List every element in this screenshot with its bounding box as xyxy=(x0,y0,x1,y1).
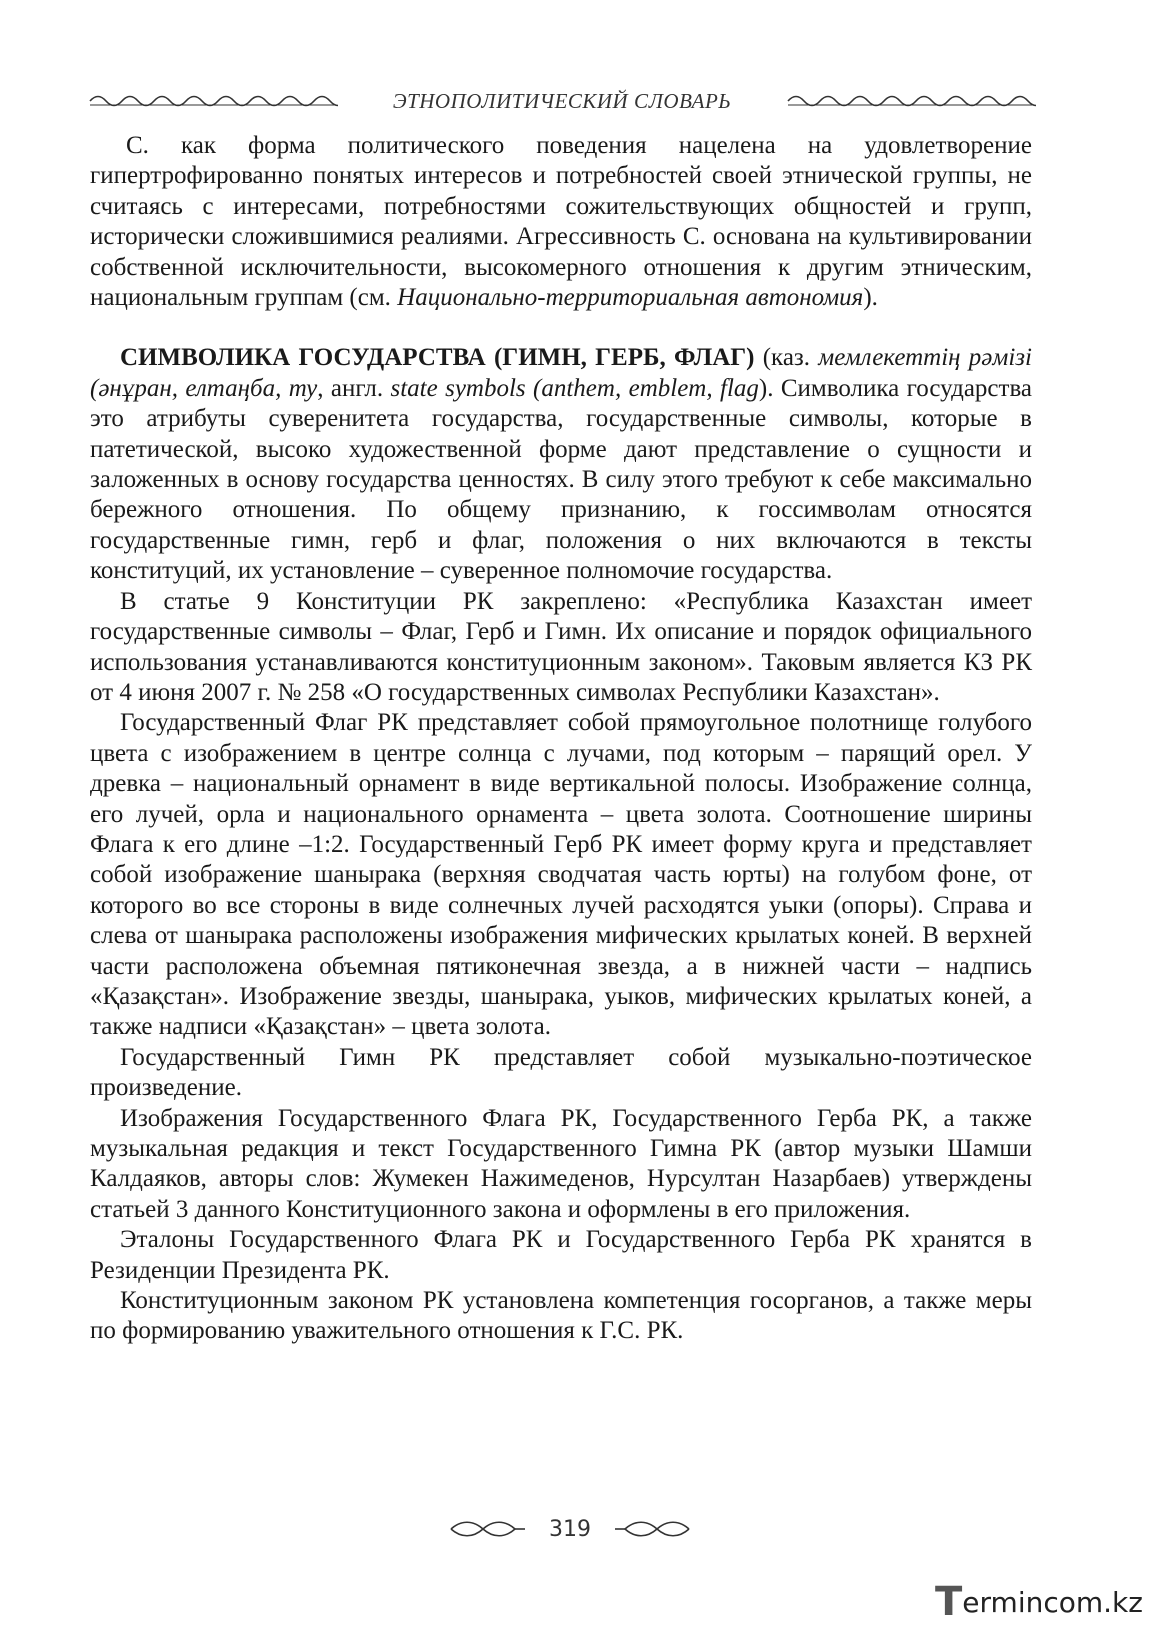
kazakh-equivalent: мемлекеттің рәмізі (әнұран, елтаңба, ту xyxy=(90,344,1032,402)
dictionary-entry-head: СИМВОЛИКА ГОСУДАРСТВА (ГИМН, ГЕРБ, ФЛАГ) (каз. мемлекеттің рәмізі (әнұран, елтаңба, ту, англ. state symbols (anthem, emblem, flag). Символика государства это атрибуты суверенитета государства, государственные символы, которые в патетической, высоко художественной форме дают представление о сущности и заложенных в основу государства ценностях. В силу этого требуют к себе максимально бережного отношения. По общему признанию, к госсимволам относятся государственные гимн, герб и флаг, положения о них включаются в тексты конституций, их установление – суверенное полномочие государства. xyxy=(90,344,1033,585)
running-title: ЭТНОПОЛИТИЧЕСКИЙ СЛОВАРЬ xyxy=(392,88,732,113)
ornament-right-icon xyxy=(786,91,1036,111)
flourish-right-icon xyxy=(613,1518,693,1540)
entry-paragraph: Эталоны Государственного Флага РК и Государственного Герба РК хранятся в Резиденции Президента РК. xyxy=(90,1226,1032,1284)
entry-term: СИМВОЛИКА ГОСУДАРСТВА (ГИМН, ГЕРБ, ФЛАГ) xyxy=(120,344,755,372)
english-equivalent: state symbols (anthem, emblem, flag xyxy=(390,374,759,402)
cross-reference: Национально-территориальная автономия xyxy=(397,284,864,312)
entry-paragraph: Государственный Гимн РК представляет собой музыкально-поэтическое произведение. xyxy=(90,1043,1032,1102)
ornament-left-icon xyxy=(88,91,338,111)
watermark-logo: T ermincom.kz xyxy=(935,1579,1143,1625)
entry-paragraph: Государственный Флаг РК представляет собой прямоугольное полотнище голубого цвета с изображением в центре солнца с лучами, под которым – парящий орел. У древка – национальный орнамент в виде вертикальной полосы. Изображение солнца, его лучей, орла и национального орнамента – цвета золота. Соотношение ширины Флага к его длине –1:2. Государственный Герб РК имеет форму круга и представляет собой изображение шанырака (верхняя сводчатая часть юрты) на голубом фоне, от которого во все стороны в виде солнечных лучей расходятся уыки (опоры). Справа и слева от шанырака расположены изображения мифических крылатых коней. В верхней части расположена объемная пятиконечная звезда, а в нижней части – надпись «Қазақстан». Изображение звезды, шанырака, уыков, мифических крылатых коней, а также надписи «Қазақстан» – цвета золота. xyxy=(90,709,1032,1041)
previous-entry-paragraph: С. как форма политического поведения нацелена на удовлетворение гипертрофированно понятых интересов и потребностей своей этнической группы, не считаясь с интересами, потребностями сожительствующих общностей и групп, исторически сложившимися реалиями. Агрессивность С. основана на культивировании собственной исключительности, высокомерного отношения к другим этническим, национальным группам (см. Национально-территориальная автономия). xyxy=(90,132,1032,312)
running-header xyxy=(88,88,1036,114)
page-footer xyxy=(420,1513,720,1545)
flourish-left-icon xyxy=(447,1518,527,1540)
entry-definition: Символика государства это атрибуты суверенитета государства, государственные символы, которые в патетической, высоко художественной форме дают представление о сущности и заложенных в основу государства ценностях. В силу этого требуют к себе максимально бережного отношения. По общему признанию, к госсимволам относятся государственные гимн, герб и флаг, положения о них включаются в тексты конституций, их установление – суверенное полномочие государства. xyxy=(90,374,1033,585)
body-text xyxy=(90,131,1032,1347)
entry-paragraph: В статье 9 Конституции РК закреплено: «Республика Казахстан имеет государственные символы – Флаг, Герб и Гимн. Их описание и порядок официального использования устанавливаются конституционным законом». Таковым является КЗ РК от 4 июня 2007 г. № 258 «О государственных символах Республики Казахстан». xyxy=(90,587,1032,706)
entry-paragraph: Конституционным законом РК установлена компетенция госорганов, а также меры по формированию уважительного отношения к Г.С. РК. xyxy=(90,1287,1032,1345)
entry-paragraph: Изображения Государственного Флага РК, Государственного Герба РК, а также музыкальная редакция и текст Государственного Гимна РК (автор музыки Шамши Калдаяков, авторы слов: Жумекен Нажимеденов, Нурсултан Назарбаев) утверждены статьей 3 данного Конституционного закона и оформлены в его приложения. xyxy=(90,1104,1032,1223)
page-number: 319 xyxy=(549,1516,591,1542)
